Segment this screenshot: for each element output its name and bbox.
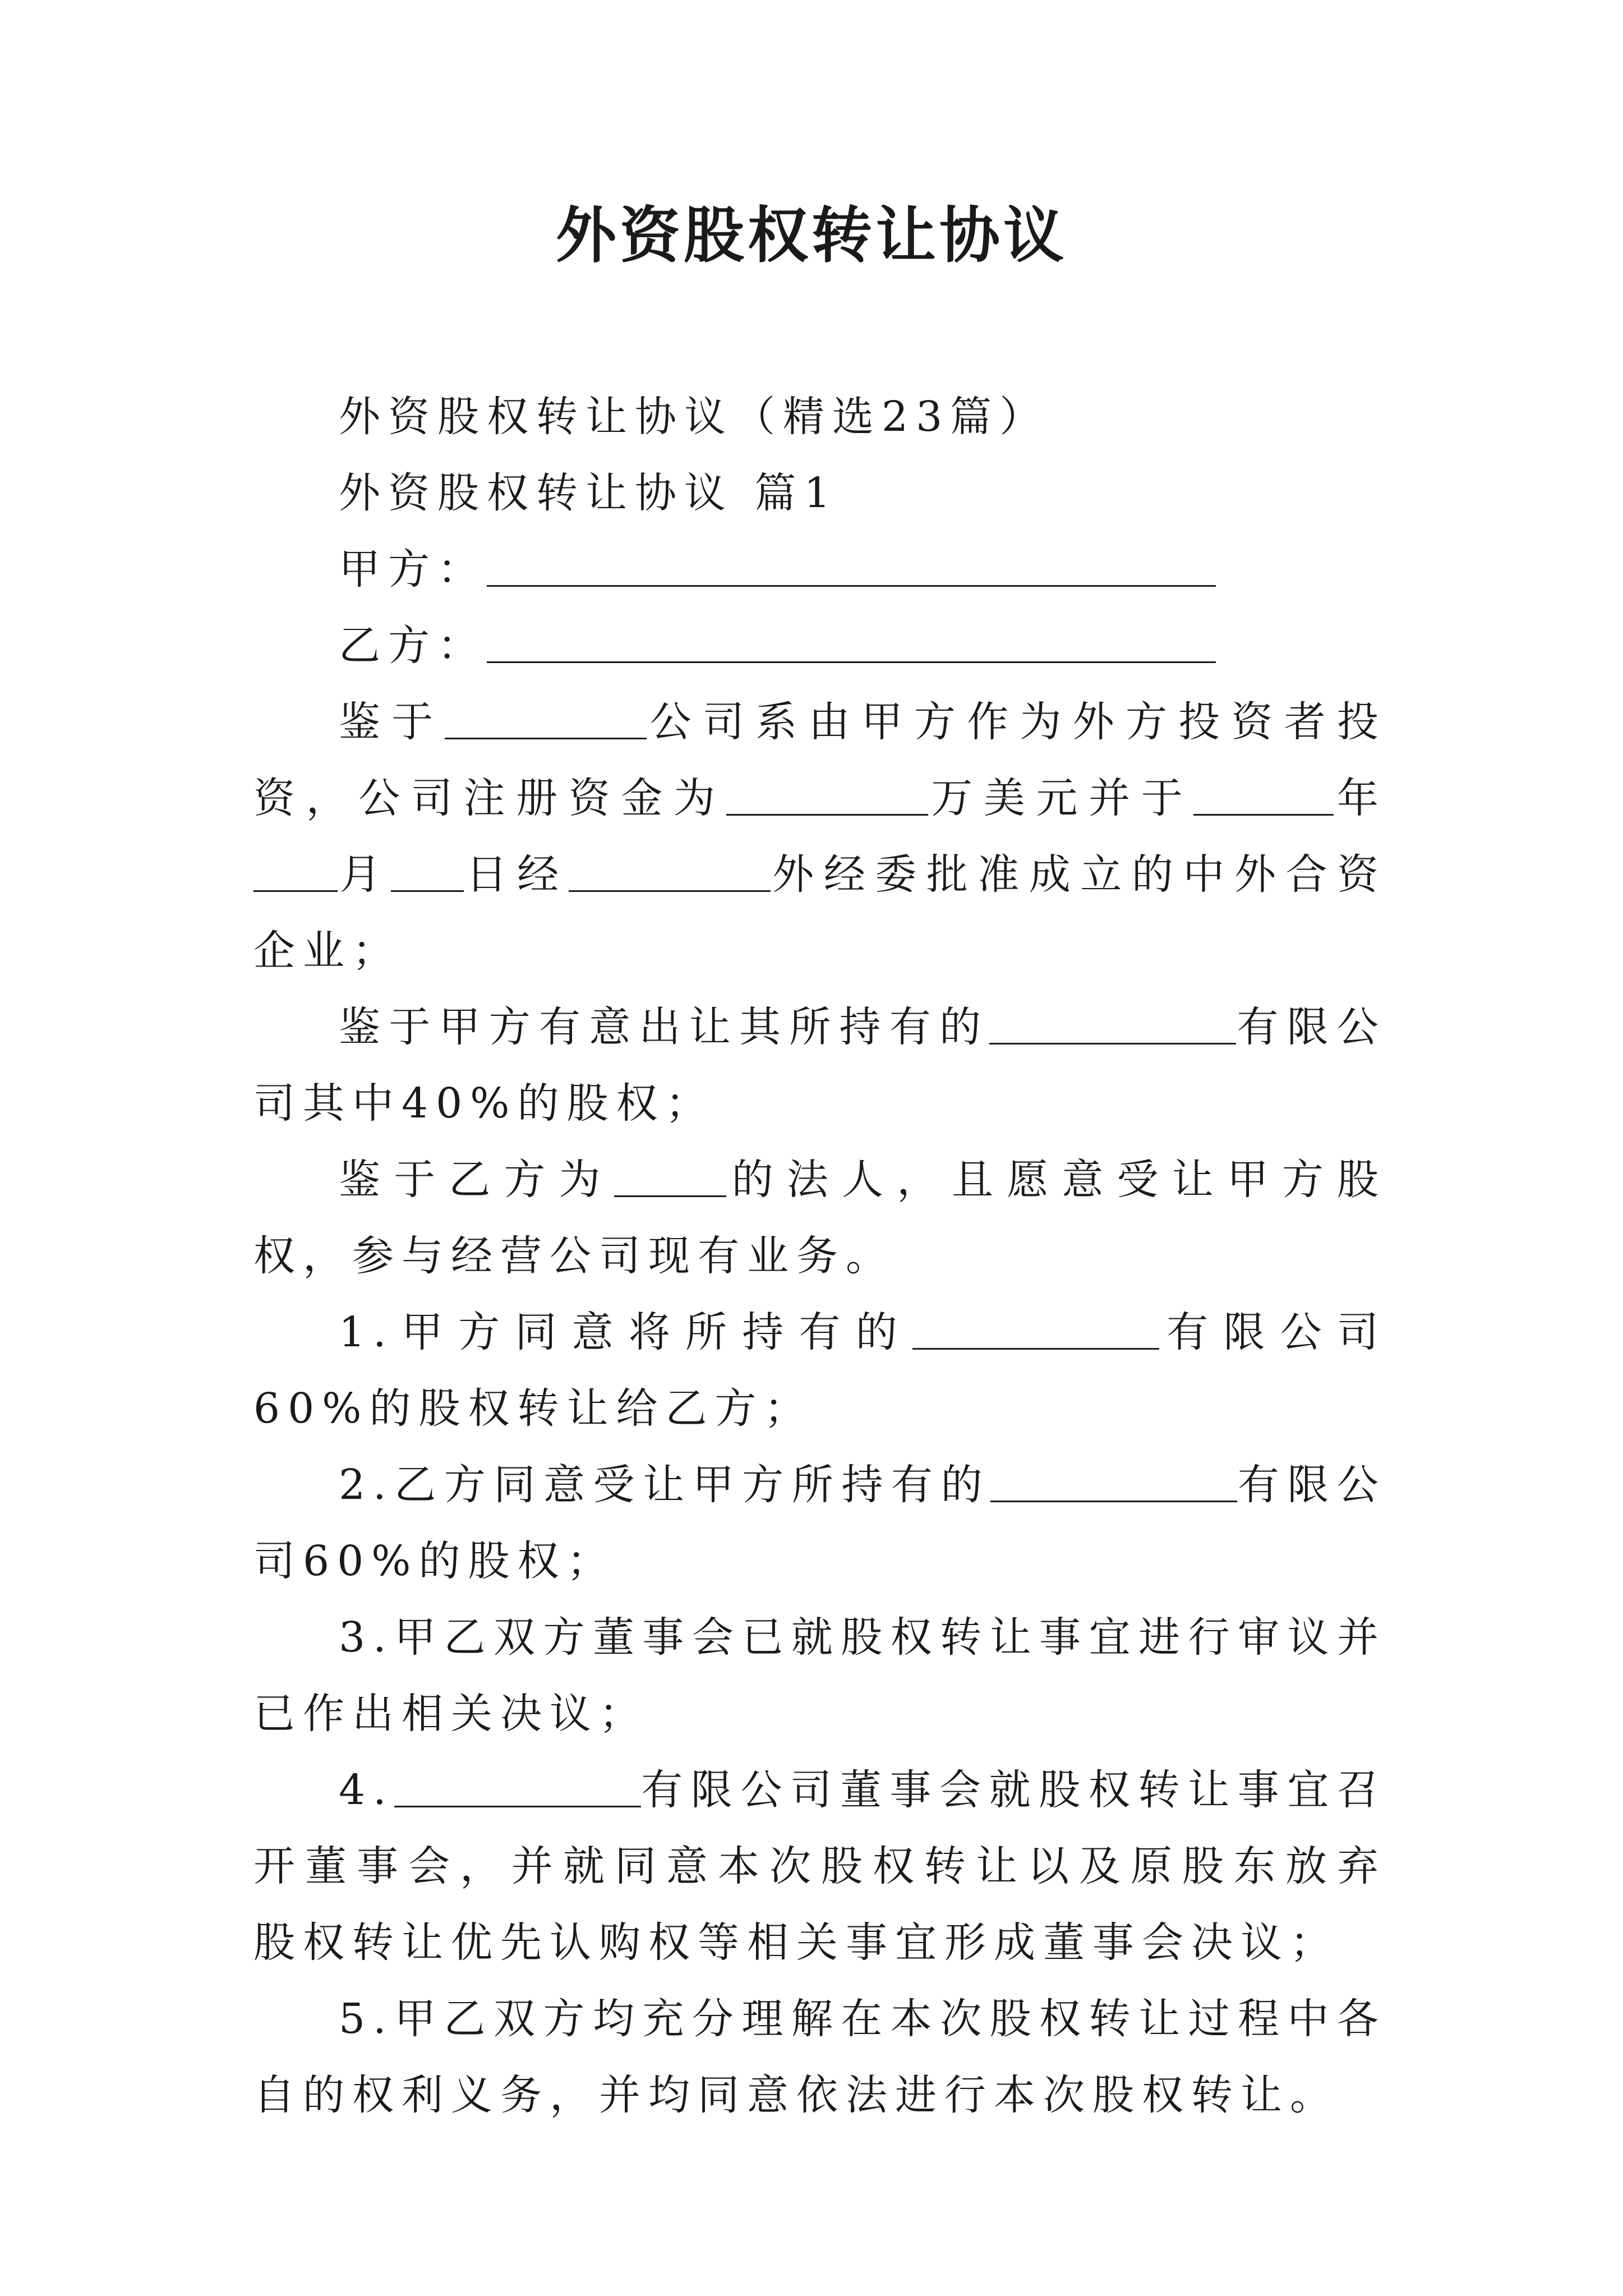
text-segment: 有限公司董事会就股权转让事宜召开董事会，并就同意本次股权转让以及原股东放弃股权转让优先认购权等相关事宜形成董事会决议； (253, 1766, 1386, 1967)
party-b-blank (487, 616, 1216, 663)
subtitle: 外资股权转让协议（精选23篇） (339, 393, 1049, 441)
party-b-line (253, 608, 1386, 684)
text-segment: 月 (338, 850, 391, 899)
document-body (253, 379, 1386, 2133)
whereas-paragraph-1 (253, 684, 1386, 989)
company-name-blank (989, 998, 1236, 1045)
text-segment: 年 (1334, 774, 1386, 822)
company-name-blank (394, 1761, 641, 1807)
capital-blank (726, 769, 928, 816)
text-segment: 1.甲方同意将所持有的 (339, 1308, 913, 1356)
text-segment: 鉴于 (339, 698, 445, 746)
month-blank (253, 845, 338, 892)
clause-3: 3.甲乙双方董事会已就股权转让事宜进行审议并已作出相关决议； (253, 1613, 1386, 1738)
text-segment: 鉴于乙方为 (339, 1156, 614, 1204)
clause-2 (253, 1447, 1386, 1599)
text-segment: 的法人，且愿意受让甲方股权，参与经营公司现有业务。 (253, 1156, 1387, 1280)
party-b-label: 乙方： (339, 622, 487, 670)
party-a-line (253, 531, 1386, 608)
party-a-label: 甲方： (339, 545, 487, 593)
clause-5: 5.甲乙双方均充分理解在本次股权转让过程中各自的权利义务，并均同意依法进行本次股权转让。 (253, 1995, 1386, 2119)
text-segment: 有限公司其中40%的股权； (253, 1003, 1386, 1128)
text-segment: 有限公司60%的股权； (253, 1461, 1386, 1585)
legal-person-blank (614, 1151, 726, 1197)
company-name-blank (912, 1303, 1159, 1350)
text-segment: 外经委批准成立的中外合资企业； (253, 850, 1387, 975)
day-blank (391, 845, 464, 892)
text-segment: 鉴于甲方有意出让其所持有的 (339, 1003, 990, 1051)
section-heading: 外资股权转让协议 篇1 (339, 469, 838, 517)
text-segment: 万美元并于 (928, 774, 1194, 822)
text-segment: 有限公司60%的股权转让给乙方； (253, 1308, 1386, 1433)
approval-authority-blank (569, 845, 771, 892)
company-name-blank (445, 693, 647, 739)
company-name-blank (990, 1456, 1237, 1502)
whereas-paragraph-2 (253, 989, 1386, 1142)
text-segment: 4. (339, 1766, 394, 1814)
clause-1 (253, 1294, 1386, 1447)
clause-4 (253, 1752, 1386, 1981)
document-title: 外资股权转让协议 (555, 200, 1067, 271)
text-segment: 日经 (464, 850, 569, 899)
text-segment: 2.乙方同意受让甲方所持有的 (339, 1461, 991, 1509)
party-a-blank (487, 540, 1216, 587)
whereas-paragraph-3 (253, 1142, 1386, 1294)
text-segment: 公司系由甲方作为外方投资者投资，公司注册资金为 (253, 698, 1386, 822)
year-blank (1193, 769, 1334, 816)
